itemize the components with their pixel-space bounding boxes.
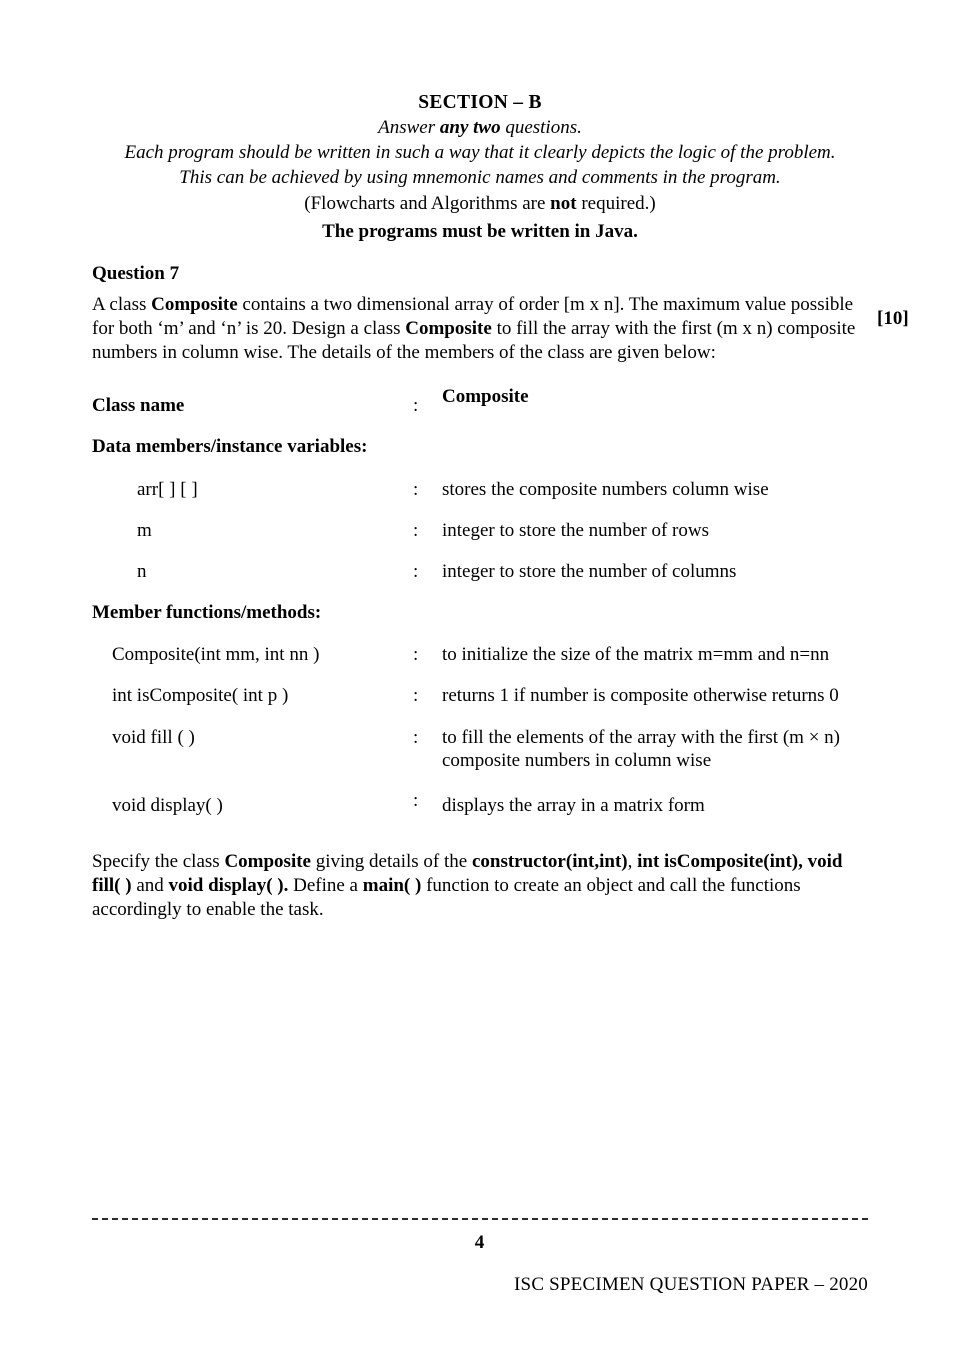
closing-paragraph [92,850,870,922]
flowcharts-note-emphasis: not [550,193,577,214]
data-member-name: n [137,561,147,582]
member-function-name: void display( ) [112,795,223,816]
question-body-part1: A class [92,294,152,315]
marks-allocation: [10] [877,308,909,329]
closing-text-4: and [131,875,169,896]
closing-text-6: function to create an object and call the functions accordingly to enable the task. [92,875,801,920]
instruction-line-4: This can be achieved by using mnemonic names and comments in the program. [179,167,781,188]
member-function-description: returns 1 if number is composite otherwise returns 0 [442,685,839,706]
data-member-description: integer to store the number of rows [442,520,709,541]
member-function-description: to fill the elements of the array with the first (m × n) composite numbers in column wise [442,727,840,771]
colon-separator: : [413,520,419,541]
colon-separator: : [413,790,419,811]
question-body-part2: contains a two dimensional array of order [m x n]. The maximum value possible for both ‘m’ and ‘n’ is 20. Design a class [92,294,854,339]
closing-text-1: Specify the class [92,851,225,872]
closing-bold-iscomposite-fill: int isComposite(int), void fill( ) [92,851,843,896]
member-function-name: void fill ( ) [112,727,195,748]
member-functions-heading-label: Member functions/methods: [92,602,322,623]
colon-separator: : [413,561,419,582]
closing-bold-display: void display( ). [168,875,289,896]
question-body-bold1: Composite [151,294,238,315]
java-requirement-note: The programs must be written in Java. [322,221,638,242]
colon-separator: : [413,644,419,665]
footer-divider [92,1218,868,1220]
footer-note: ISC SPECIMEN QUESTION PAPER – 2020 [514,1274,868,1295]
closing-bold-composite: Composite [224,851,311,872]
question-body [92,293,867,365]
section-title: SECTION – B [418,92,542,113]
data-member-name: arr[ ] [ ] [137,479,198,500]
member-function-name: int isComposite( int p ) [112,685,289,706]
colon-separator: : [413,479,419,500]
class-name-label: Class name [92,395,185,416]
class-name-value: Composite [442,386,529,407]
answer-instruction [92,117,868,139]
colon-separator: : [413,395,419,416]
member-function-description: displays the array in a matrix form [442,795,705,816]
data-member-name: m [137,520,152,541]
data-member-description: stores the composite numbers column wise [442,479,769,500]
flowcharts-note-post: required.) [576,193,656,214]
page-number: 4 [474,1232,485,1253]
closing-bold-main: main( ) [362,875,422,896]
closing-text-2: giving details of the [311,851,472,872]
data-members-heading-label: Data members/instance variables: [92,436,368,457]
member-function-name: Composite(int mm, int nn ) [112,644,320,665]
flowcharts-note-pre: (Flowcharts and Algorithms are [304,193,551,214]
answer-instruction-pre: Answer [378,117,440,138]
closing-text-3: , [627,851,638,872]
question-body-bold2: Composite [405,318,492,339]
instruction-line-3: Each program should be written in such a way that it clearly depicts the logic of the problem. [124,142,836,163]
question-heading: Question 7 [92,263,180,284]
answer-instruction-post: questions. [500,117,582,138]
answer-instruction-emphasis: any two [439,117,501,138]
closing-bold-constructor: constructor(int,int) [471,851,628,872]
flowcharts-note [92,193,868,215]
closing-text-5: Define a [288,875,363,896]
member-function-description: to initialize the size of the matrix m=mm and n=nn [442,644,830,665]
data-member-description: integer to store the number of columns [442,561,737,582]
colon-separator: : [413,727,419,748]
colon-separator: : [413,685,419,706]
question-body-part3: to fill the array with the first (m x n) composite numbers in column wise. The details of the members of the class are given below: [92,318,856,363]
